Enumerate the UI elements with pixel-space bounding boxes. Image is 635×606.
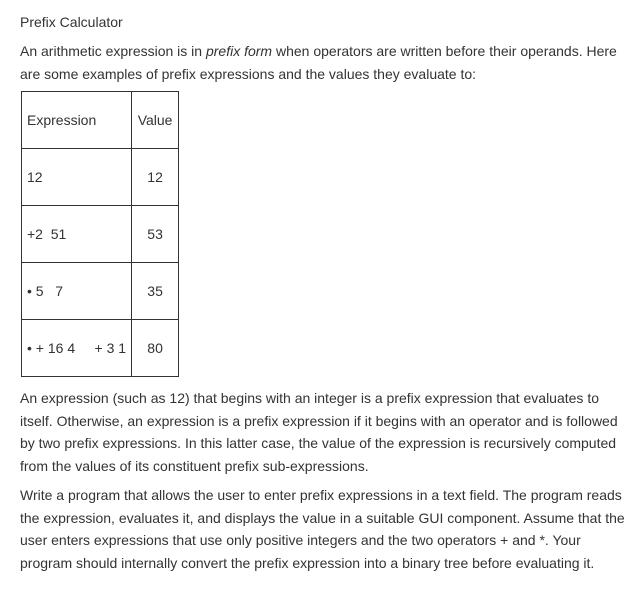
definition-paragraph: An expression (such as 12) that begins with an integer is a prefix expression that evaluates to itself. Otherwise, an expression is a prefix expression if it begins with an operator and is followed by two prefix expressions. In this latter case, the value of the expression is recursively computed from the values of its constituent prefix sub-expressions. <box>20 390 618 474</box>
table-header-row <box>22 92 179 149</box>
value-cell: 53 <box>132 206 179 263</box>
header-value: Value <box>132 92 179 149</box>
table-row <box>22 206 179 263</box>
intro-paragraph <box>20 40 625 85</box>
expression-cell: • 5 7 <box>22 263 132 320</box>
intro-emphasis: prefix form <box>205 43 273 59</box>
intro-text-after: when operators are written before their operands. Here are some examples of prefix expressions and the values they evaluate to: <box>20 43 617 82</box>
header-expression: Expression <box>22 92 132 149</box>
page-title: Prefix Calculator <box>20 14 123 30</box>
expression-cell: • + 16 4 + 3 1 <box>22 320 132 377</box>
table-row <box>22 320 179 377</box>
intro-text-before: An arithmetic expression is in <box>20 43 206 59</box>
expression-cell: 12 <box>22 149 132 206</box>
table-row <box>22 263 179 320</box>
examples-table <box>21 91 179 377</box>
task-paragraph: Write a program that allows the user to enter prefix expressions in a text field. The program reads the expression, evaluates it, and displays the value in a suitable GUI component. Assume that the user enters expressions that use only positive integers and the two operators + and *. Your program should internally convert the prefix expression into a binary tree before evaluating it. <box>20 487 625 571</box>
value-cell: 12 <box>132 149 179 206</box>
expression-cell: +2 51 <box>22 206 132 263</box>
table-row <box>22 149 179 206</box>
value-cell: 80 <box>132 320 179 377</box>
value-cell: 35 <box>132 263 179 320</box>
